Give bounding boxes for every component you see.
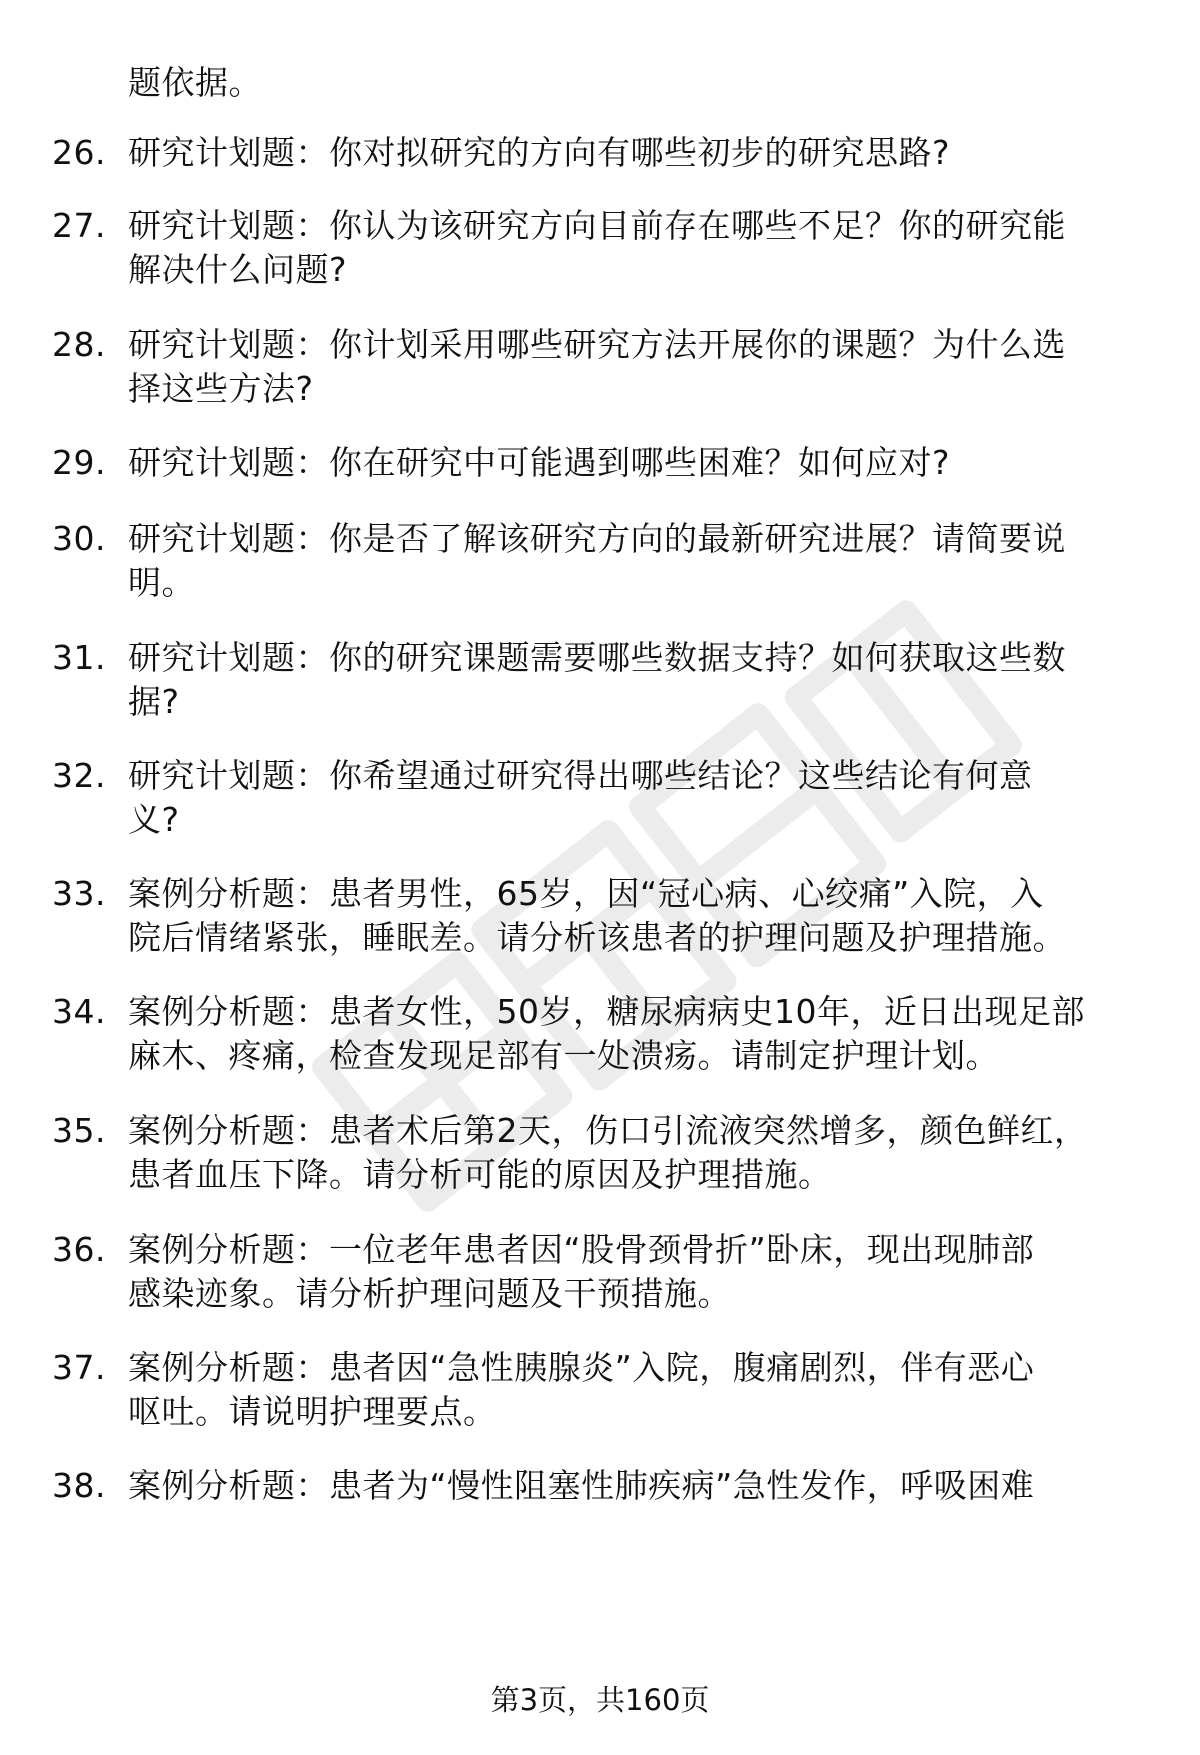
question-number: 33.	[52, 874, 106, 913]
question-text: 案例分析题：一位老年患者因“股骨颈骨折”卧床，现出现肺部	[128, 1230, 1035, 1269]
question-text: 案例分析题：患者术后第2天，伤口引流液突然增多，颜色鲜红，	[128, 1111, 1088, 1150]
question-number: 32.	[52, 756, 106, 795]
question-text: 研究计划题：你是否了解该研究方向的最新研究进展？请简要说	[128, 519, 1066, 558]
question-text: 研究计划题：你对拟研究的方向有哪些初步的研究思路?	[128, 133, 951, 172]
question-text: 案例分析题：患者为“慢性阻塞性肺疾病”急性发作，呼吸困难	[128, 1466, 1035, 1505]
page-footer: 第3页，共160页	[490, 1683, 710, 1717]
question-number: 35.	[52, 1111, 106, 1150]
question-text: 感染迹象。请分析护理问题及干预措施。	[128, 1274, 731, 1313]
question-number: 29.	[52, 443, 106, 482]
question-text: 择这些方法?	[128, 369, 314, 408]
question-number: 37.	[52, 1348, 106, 1387]
question-number: 30.	[52, 519, 106, 558]
question-text: 解决什么问题?	[128, 250, 348, 289]
question-text: 患者血压下降。请分析可能的原因及护理措施。	[128, 1155, 832, 1194]
question-text: 据?	[128, 682, 180, 721]
question-number: 34.	[52, 992, 106, 1031]
question-text: 研究计划题：你的研究课题需要哪些数据支持？如何获取这些数	[128, 638, 1066, 677]
continuation-text: 题依据。	[128, 63, 262, 102]
question-text: 研究计划题：你希望通过研究得出哪些结论？这些结论有何意	[128, 756, 1033, 795]
question-text: 呕吐。请说明护理要点。	[128, 1392, 497, 1431]
question-number: 26.	[52, 133, 106, 172]
question-text: 义?	[128, 800, 180, 839]
question-text: 院后情绪紧张，睡眠差。请分析该患者的护理问题及护理措施。	[128, 918, 1066, 957]
question-text: 案例分析题：患者男性，65岁，因“冠心病、心绞痛”入院，入	[128, 874, 1044, 913]
question-number: 38.	[52, 1466, 106, 1505]
question-text: 案例分析题：患者因“急性胰腺炎”入院，腹痛剧烈，伴有恶心	[128, 1348, 1035, 1387]
question-number: 27.	[52, 206, 106, 245]
question-text: 研究计划题：你认为该研究方向目前存在哪些不足？你的研究能	[128, 206, 1066, 245]
question-text: 研究计划题：你计划采用哪些研究方法开展你的课题？为什么选	[128, 325, 1066, 364]
question-number: 31.	[52, 638, 106, 677]
question-number: 28.	[52, 325, 106, 364]
question-text: 案例分析题：患者女性，50岁，糖尿病病史10年，近日出现足部	[128, 992, 1085, 1031]
question-text: 麻木、疼痛，检查发现足部有一处溃疡。请制定护理计划。	[128, 1036, 999, 1075]
question-text: 研究计划题：你在研究中可能遇到哪些困难？如何应对?	[128, 443, 951, 482]
question-number: 36.	[52, 1230, 106, 1269]
question-text: 明。	[128, 563, 195, 602]
